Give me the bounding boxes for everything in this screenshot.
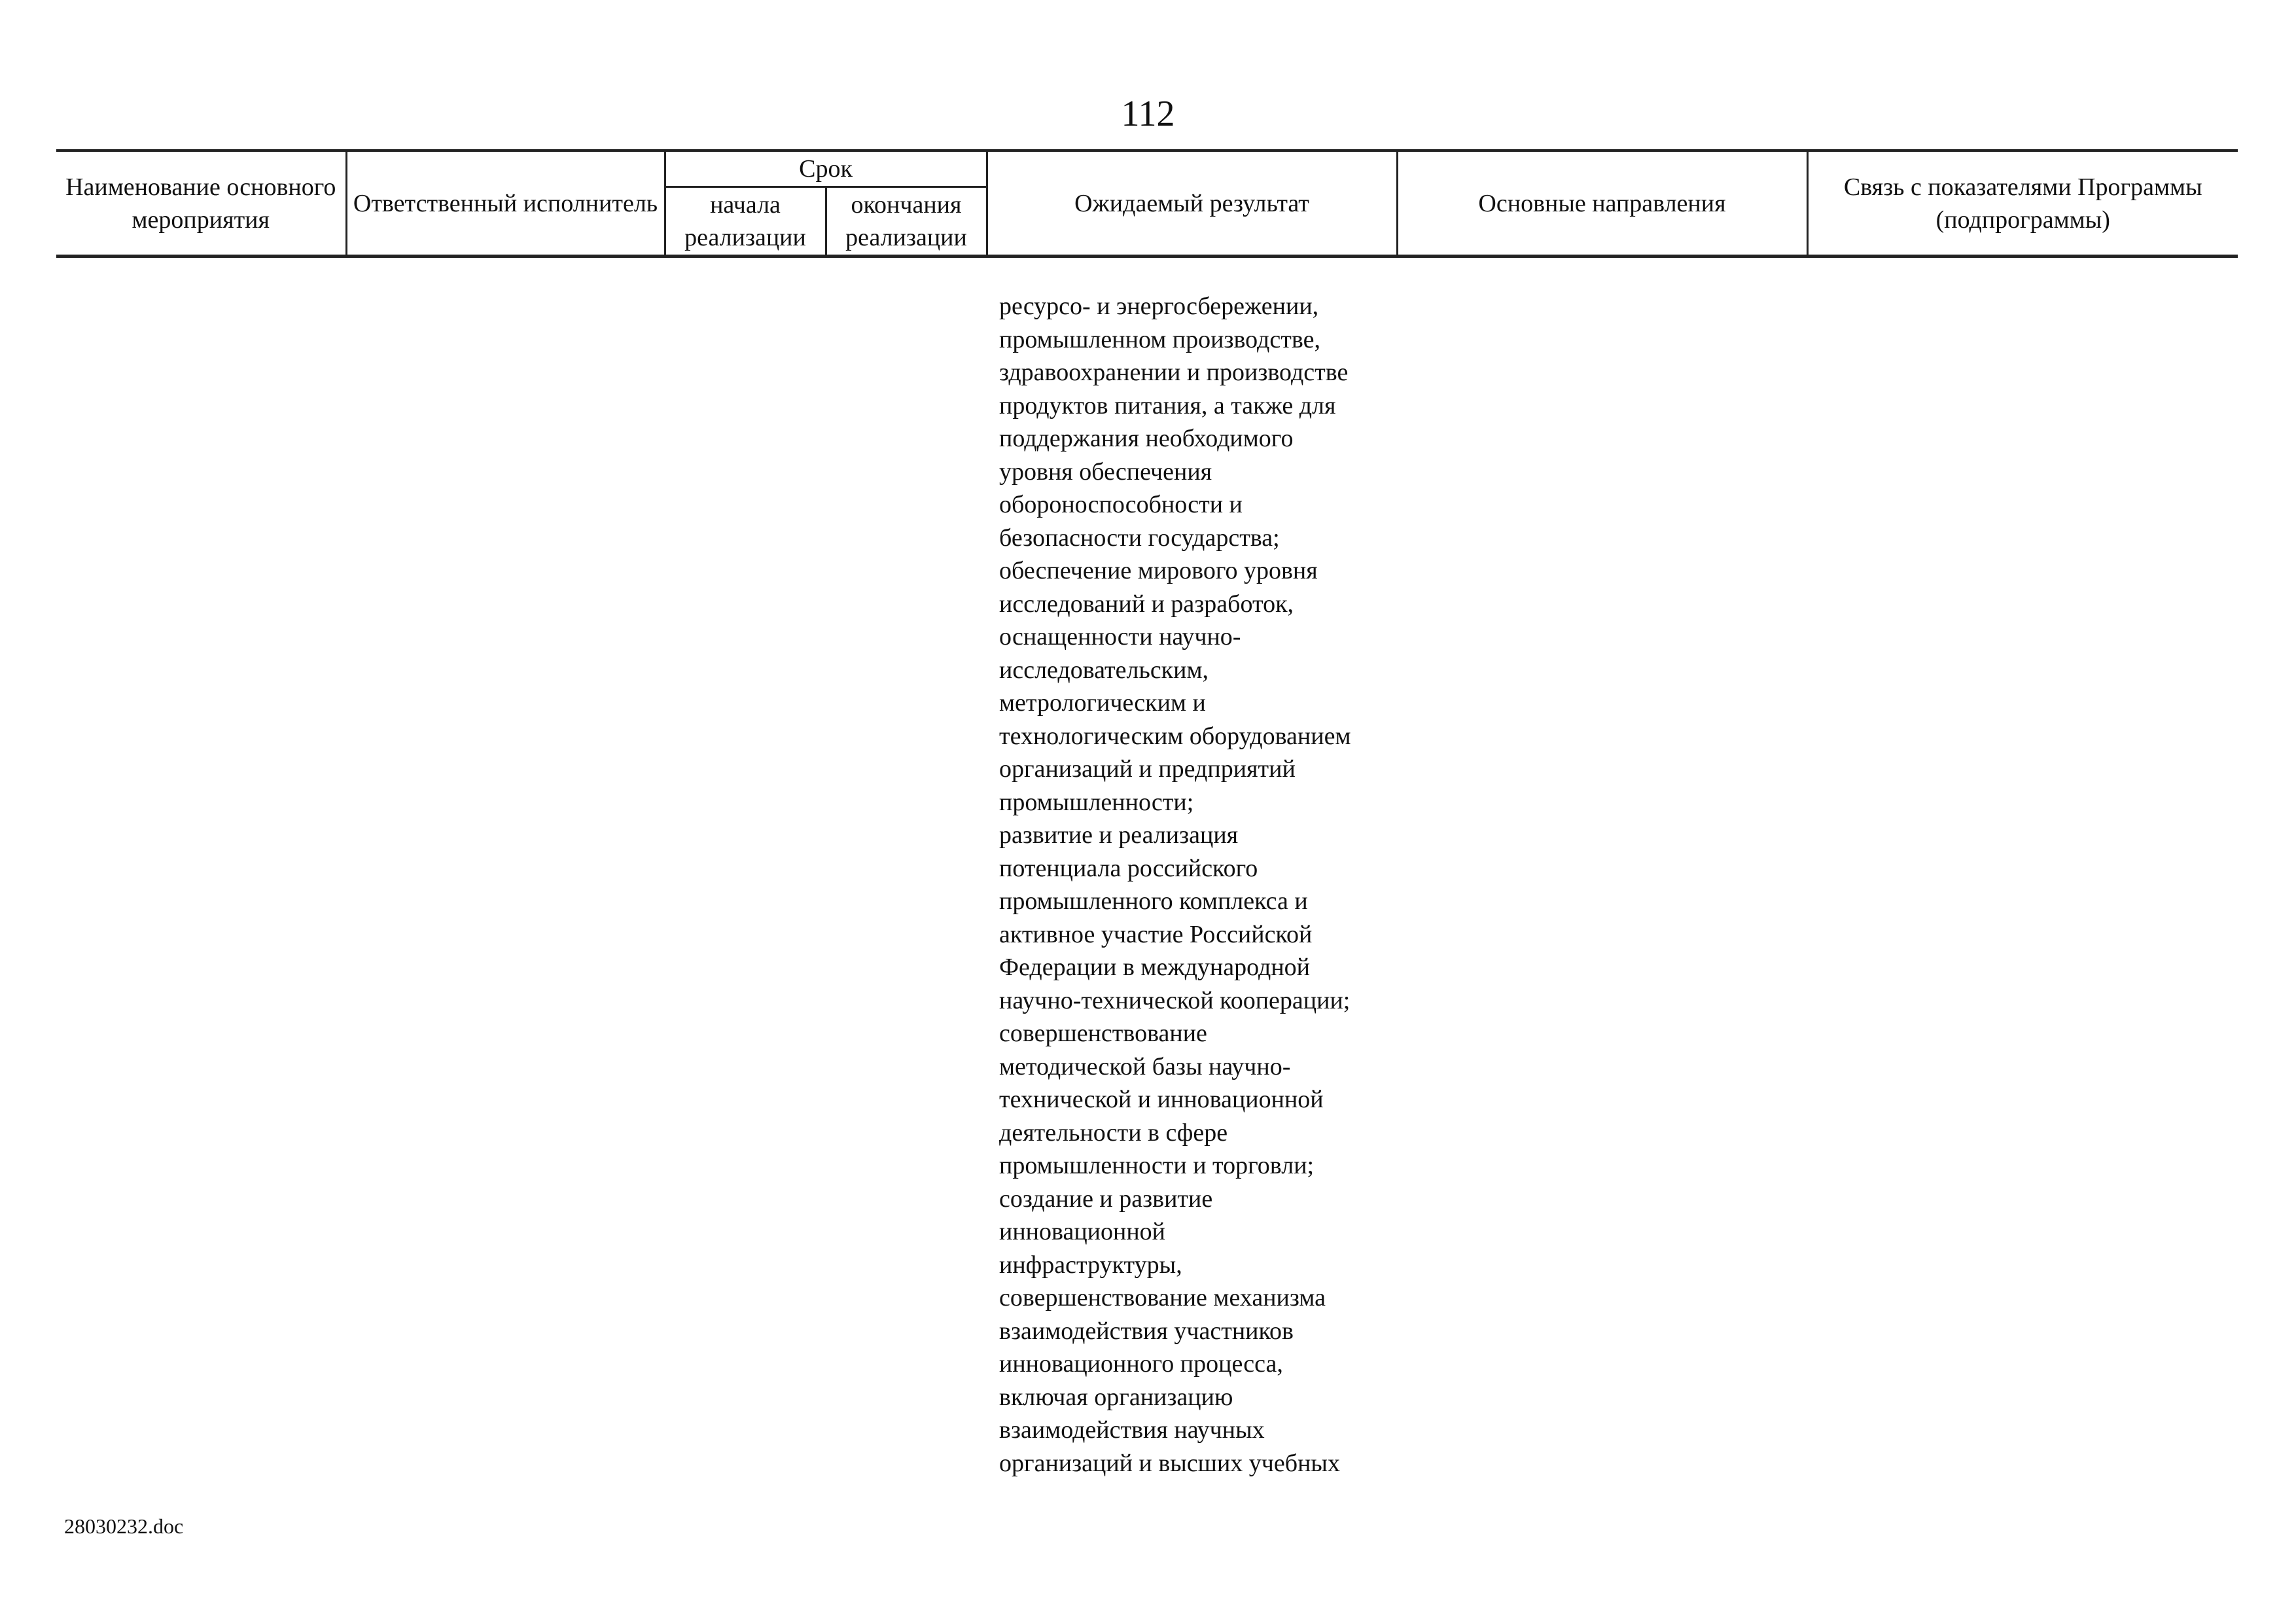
column-header-expected-result: Ожидаемый результат — [987, 151, 1397, 257]
text-line: обороноспособности и — [999, 491, 1243, 518]
column-header-responsible: Ответственный исполнитель — [346, 151, 665, 257]
text-line: промышленности; — [999, 788, 1194, 816]
text-line: совершенствование — [999, 1020, 1207, 1047]
text-line: совершенствование механизма — [999, 1284, 1326, 1311]
text-line: исследовательским, — [999, 656, 1209, 684]
text-line: технической и инновационной — [999, 1086, 1324, 1113]
text-line: деятельности в сфере — [999, 1118, 1228, 1147]
text-line: оснащенности научно- — [999, 623, 1241, 651]
text-line: инновационного процесса, — [999, 1350, 1283, 1378]
text-line: продуктов питания, а также для — [999, 391, 1336, 419]
text-line: промышленном производстве, — [999, 325, 1320, 353]
page-number: 112 — [1121, 94, 1175, 134]
text-line: здравоохранении и производстве — [999, 359, 1349, 386]
text-line: организаций и предприятий — [999, 755, 1296, 783]
text-line: потенциала российского — [999, 854, 1258, 882]
text-line: инфраструктуры, — [999, 1251, 1182, 1279]
text-line: промышленности и торговли; — [999, 1152, 1315, 1179]
text-line: ресурсо- и энергосбережении, — [999, 293, 1319, 320]
expected-result-text — [999, 290, 1405, 1480]
text-line: создание и развитие — [999, 1185, 1213, 1213]
column-header-term-end: окончания реализации — [826, 187, 987, 257]
column-header-name: Наименование основного мероприятия — [56, 151, 346, 257]
text-line: поддержания необходимого — [999, 425, 1294, 452]
text-line: обеспечение мирового уровня — [999, 557, 1318, 584]
text-line: Федерации в международной — [999, 954, 1311, 981]
table-header — [56, 149, 2238, 258]
column-header-term-start: начала реализации — [665, 187, 826, 257]
column-header-term: Срок — [665, 151, 987, 187]
text-line: активное участие Российской — [999, 920, 1313, 948]
column-header-link-indicators: Связь с показателями Программы (подпрограммы) — [1807, 151, 2238, 257]
text-line: включая организацию — [999, 1383, 1233, 1411]
text-line: инновационной — [999, 1218, 1165, 1245]
document-id: 28030232.doc — [64, 1514, 184, 1538]
text-line: методической базы научно- — [999, 1052, 1291, 1080]
text-line: взаимодействия участников — [999, 1317, 1294, 1345]
text-line: развитие и реализация — [999, 821, 1239, 849]
column-header-main-directions: Основные направления — [1397, 151, 1807, 257]
text-line: безопасности государства; — [999, 524, 1280, 552]
text-line: взаимодействия научных — [999, 1416, 1265, 1444]
text-line: научно-технической кооперации; — [999, 986, 1351, 1014]
text-line: промышленного комплекса и — [999, 887, 1308, 915]
text-line: технологическим оборудованием — [999, 722, 1351, 750]
text-line: исследований и разработок, — [999, 590, 1294, 618]
text-line: уровня обеспечения — [999, 457, 1212, 486]
text-line: организаций и высших учебных — [999, 1449, 1340, 1477]
text-line: метрологическим и — [999, 689, 1206, 717]
